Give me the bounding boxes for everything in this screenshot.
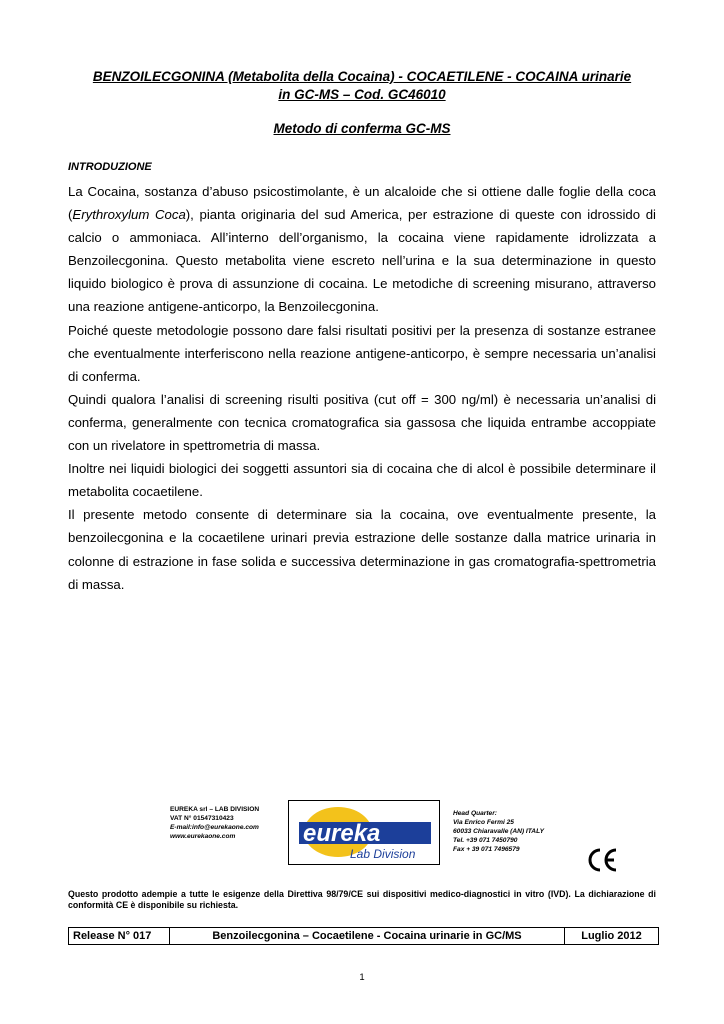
company-website: www.eurekaone.com [170, 833, 236, 840]
paragraph-4: Inoltre nei liquidi biologici dei soggetti assuntori sia di cocaina che di alcol è possibile determinare il metabolita cocaetilene. [68, 461, 656, 500]
paragraph-2: Poiché queste metodologie possono dare falsi risultati positivi per la presenza di sostanze estranee che eventualmente interferiscono nella reazione antigene-anticorpo, è sempre necessaria un’analisi di conferma. [68, 322, 656, 384]
eureka-logo [288, 800, 440, 865]
hq-address-2: 60033 Chiaravalle (AN) ITALY [453, 828, 545, 835]
introduction-body [68, 180, 656, 596]
paragraph-3: Quindi qualora l’analisi di screening risulti positiva (cut off = 300 ng/ml) è necessaria un’analisi di conferma, generalmente con tecnica cromatografica sia gassosa che liquida entrambe accoppiate con un rivelatore in spettrometria di massa. [68, 391, 656, 454]
section-heading-introduzione: INTRODUZIONE [68, 161, 152, 173]
paragraph-5: Il presente metodo consente di determinare sia la cocaina, ove eventualmente presente, la benzoilecgonina e la cocaetilene urinari previa estrazione delle sostanze dalla matrice urinaria in colonne di estrazione in fase solida e successiva determinazione in gas cromatografia-spettrometria di massa. [68, 507, 656, 592]
hq-telephone: Tel. +39 071 7450790 [453, 837, 518, 844]
release-table [68, 927, 659, 945]
company-email: E-mail:info@eurekaone.com [170, 824, 259, 831]
hq-fax: Fax + 39 071 7496579 [453, 846, 520, 853]
logo-subtitle: Lab Division [350, 847, 416, 861]
paragraph-1: La Cocaina, sostanza d’abuso psicostimolante, è un alcaloide che si ottiene dalle foglie della coca (Erythroxylum Coca), pianta originaria del sud America, per estrazione di queste con idrossido di calcio o ammoniaca. All’interno dell’organismo, la cocaina viene rapidamente idrolizzata a Benzoilecgonina. Questo metabolita viene escreto nell’urina e la sua determinazione in questo liquido biologico è prova di assunzione di cocaina. Le metodiche di screening misurano, attraverso una reazione antigene-anticorpo, la Benzoilecgonina. [68, 184, 656, 315]
hq-address-1: Via Enrico Fermi 25 [453, 819, 514, 826]
title-line-2: in GC-MS – Cod. GC46010 [278, 87, 446, 102]
species-name: Erythroxylum Coca [72, 207, 186, 223]
logo-wordmark: eureka [303, 820, 381, 847]
eureka-logo-graphic [289, 801, 439, 864]
page-number: 1 [359, 972, 365, 983]
document-title [68, 68, 656, 104]
ce-compliance-statement: Questo prodotto adempie a tutte le esigenze della Direttiva 98/79/CE sui dispositivi medico-diagnostici in vitro (IVD). La dichiarazione di conformità CE è disponibile su richiesta. [68, 889, 656, 910]
hq-label: Head Quarter: [453, 810, 497, 817]
company-name: EUREKA srl – LAB DIVISION [170, 806, 260, 813]
ce-mark-icon [586, 846, 618, 874]
company-info [170, 805, 290, 841]
head-quarter-info [453, 809, 583, 854]
release-date: Luglio 2012 [565, 928, 659, 945]
document-subtitle: Metodo di conferma GC-MS [273, 121, 451, 136]
vat-number: VAT N° 01547310423 [170, 815, 234, 822]
release-product-title: Benzoilecgonina – Cocaetilene - Cocaina urinarie in GC/MS [170, 928, 565, 945]
title-line-1: BENZOILECGONINA (Metabolita della Cocaina) - COCAETILENE - COCAINA urinarie [92, 69, 632, 84]
release-row [69, 928, 659, 945]
release-number: Release N° 017 [69, 928, 170, 945]
